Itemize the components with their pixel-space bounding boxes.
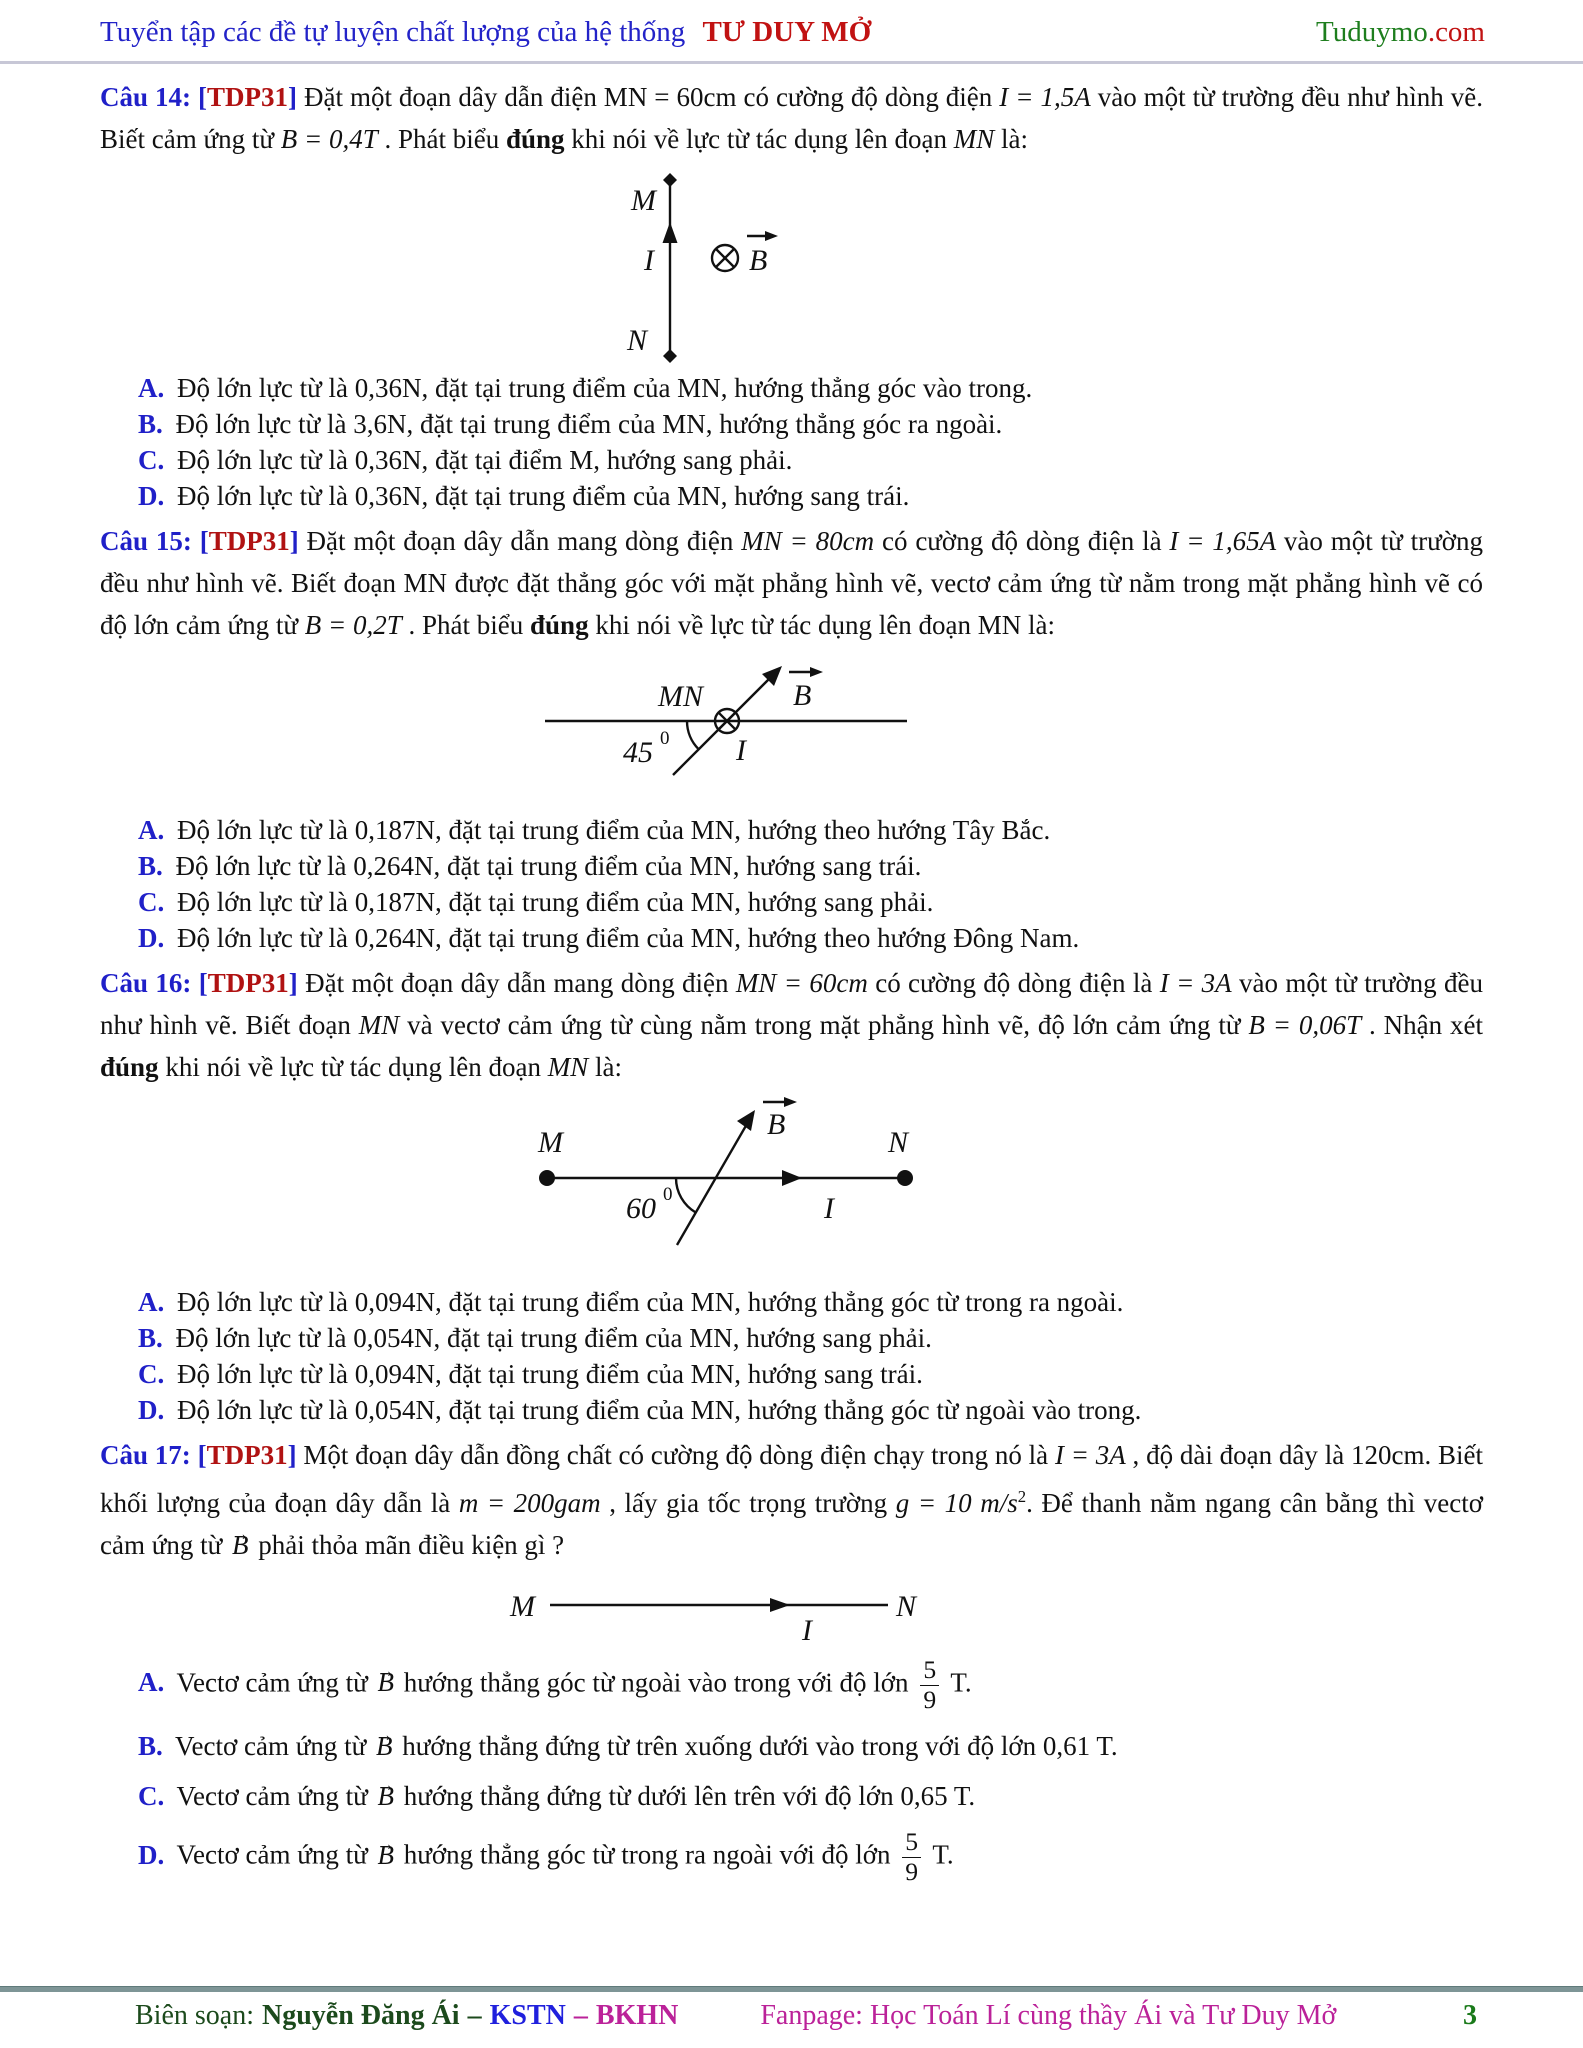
option-d [100,1828,1483,1886]
option-c [100,884,1483,920]
option-letter: B. [138,1323,163,1353]
text-segment: B = 0,06T [1248,1010,1362,1040]
current-arrowhead-up [663,222,678,243]
b-vector-overline-head [810,667,823,677]
fig14-label-m: M [631,184,656,217]
b-field-line [677,1117,751,1245]
page-header [100,16,1485,49]
fig15-label-b: B [793,679,812,712]
question-body [100,76,1483,160]
option-letter: B. [138,851,163,881]
question-body [100,1434,1483,1566]
text-segment: Đặt một đoạn dây dẫn mang dòng điện [305,968,736,998]
question-body [100,962,1483,1088]
tag-bracket-close: ] [287,1440,304,1470]
text-segment: I = 3A [1159,968,1232,998]
figure-vertical-wire [615,170,825,366]
text-segment: g = 10 m/s [895,1488,1018,1518]
byline-label: Biên soạn: [135,2000,254,2031]
text-segment: Độ lớn lực từ là 0,187N, đặt tại trung điểm của MN, hướng theo hướng Tây Bắc. [177,815,1051,845]
text-segment: khi nói về lực từ tác dụng lên đoạn MN là: [588,610,1056,640]
page-number: 3 [1463,2000,1477,2031]
b-vector-symbol: B → [375,1664,398,1700]
fig14-label-i: I [644,244,654,277]
fig15-angle-degree: 0 [660,728,670,749]
fig16-label-i: I [824,1192,834,1225]
figure-wire-45deg [530,648,950,800]
text-segment: . Phát biểu [377,124,506,154]
text-segment: là: [588,1052,622,1082]
option-letter: A. [138,1667,165,1698]
site-name: Tuduymo [1316,16,1428,48]
text-segment: I = 1,5A [999,82,1091,112]
option-letter: C. [138,1359,165,1389]
tag-bracket-open: [ [197,1440,207,1470]
option-c [100,442,1483,478]
text-segment: hướng thẳng góc từ ngoài vào trong với độ lớn [397,1667,916,1698]
text-segment: Độ lớn lực từ là 0,187N, đặt tại trung điểm của MN, hướng sang phải. [177,887,934,917]
text-segment: vào một từ trường đều như hình vẽ. Biết cảm ứng từ [100,82,1483,154]
option-a [100,370,1483,406]
fraction-denominator: 9 [905,1857,919,1887]
text-segment: Độ lớn lực từ là 0,264N, đặt tại trung điểm của MN, hướng sang trái. [175,851,922,881]
option-letter: C. [138,887,165,917]
org-bkhn: BKHN [595,2000,679,2031]
text-segment: vào một từ trường đều như hình vẽ. Biết đoạn MN được đặt thẳng góc với mặt phẳng hình vẽ, vectơ cảm ứng từ nằm trong mặt phẳng hình vẽ có độ lớn cảm ứng từ [100,526,1483,640]
text-segment: B = 0,4T [280,124,378,154]
option-letter: A. [138,373,165,403]
text-segment: . Phát biểu [401,610,531,640]
header-brand: TƯ DUY MỞ [702,16,872,48]
endpoint-diamond-bottom [663,349,677,363]
question-tag: TDP31 [208,526,290,556]
questions-container [100,76,1483,1901]
fraction [920,1656,939,1714]
figure-wrap [615,170,1483,366]
text-segment: Độ lớn lực từ là 0,264N, đặt tại trung điểm của MN, hướng theo hướng Đông Nam. [177,923,1080,953]
option-letter: D. [138,1839,165,1870]
question-16 [100,962,1483,1428]
angle-arc [687,721,699,749]
text-segment: MN [547,1052,589,1082]
option-letter: A. [138,1287,165,1317]
text-segment: T. [926,1839,954,1870]
fanpage-text: Fanpage: Học Toán Lí cùng thầy Ái và Tư Duy Mở [760,2000,1337,2031]
text-segment: . Nhận xét [1361,1010,1483,1040]
text-segment: , lấy gia tốc trọng trường [600,1488,896,1518]
footer-divider [0,1986,1583,1992]
text-segment: hướng thẳng đứng từ dưới lên trên với độ lớn 0,65 T. [397,1781,976,1812]
tag-bracket-open: [ [198,968,208,998]
text-segment: Vectơ cảm ứng từ [176,1781,375,1812]
fig15-label-i: I [736,734,746,767]
option-b [100,1728,1483,1764]
fig17-label-n: N [896,1590,917,1623]
text-segment: . Để thanh nằm ngang cân bằng thì vectơ cảm ứng từ [100,1488,1484,1560]
option-d [100,478,1483,514]
option-letter: D. [138,923,165,953]
option-letter: C. [138,445,165,475]
figure-wrap [530,1090,1483,1272]
text-segment: T. [944,1667,972,1698]
current-arrowhead-right [770,1598,790,1612]
text-segment: Đặt một đoạn dây dẫn điện MN = 60cm có cường độ dòng điện [303,82,1000,112]
fig16-angle-value: 60 [626,1192,656,1225]
question-number: Câu 17: [100,1440,198,1470]
text-segment: vào một từ trường đều như hình vẽ. Biết đoạn [100,968,1483,1040]
text-segment: Một đoạn dây dẫn đồng chất có cường độ dòng điện chạy trong nó là [303,1440,1055,1470]
text-segment: 2 [1017,1487,1027,1506]
fig14-label-n: N [627,324,648,357]
fig15-label-mn: MN [658,680,703,713]
text-segment: Vectơ cảm ứng từ [175,1731,374,1762]
text-segment: MN = 60cm [735,968,868,998]
header-left [100,16,871,49]
text-segment: I = 1,65A [1169,526,1277,556]
fig16-angle-degree: 0 [663,1184,673,1205]
option-c [100,1778,1483,1814]
question-15 [100,520,1483,956]
text-segment: Độ lớn lực từ là 0,36N, đặt tại điểm M, hướng sang phải. [177,445,793,475]
text-segment: Độ lớn lực từ là 0,36N, đặt tại trung điểm của MN, hướng sang trái. [177,481,910,511]
text-segment: MN [358,1010,400,1040]
text-segment: khi nói về lực từ tác dụng lên đoạn [564,124,954,154]
question-number: Câu 14: [100,82,198,112]
option-b [100,1320,1483,1356]
option-b [100,406,1483,442]
org-kstn: KSTN [489,2000,566,2031]
figure-wire-60deg [530,1090,950,1272]
fig15-angle-value: 45 [623,736,653,769]
footer-dash: – [467,2000,482,2031]
question-tag: TDP31 [206,1440,288,1470]
option-b [100,848,1483,884]
text-segment: đúng [505,124,565,154]
text-segment: Độ lớn lực từ là 0,054N, đặt tại trung điểm của MN, hướng sang phải. [175,1323,932,1353]
fraction-denominator: 9 [923,1684,937,1714]
b-vector-symbol: B → [375,1778,398,1814]
option-a [100,812,1483,848]
tag-bracket-open: [ [199,526,209,556]
tag-bracket-close: ] [287,82,304,112]
figure-horizontal-wire [500,1572,930,1644]
text-segment: đúng [100,1052,159,1082]
option-letter: A. [138,815,165,845]
figure-wrap [500,1572,1483,1644]
text-segment: Độ lớn lực từ là 0,094N, đặt tại trung điểm của MN, hướng thẳng góc từ trong ra ngoài. [177,1287,1124,1317]
header-site [1316,16,1485,49]
text-segment: hướng thẳng góc từ trong ra ngoài với độ lớn [397,1839,898,1870]
fig14-label-b: B [749,244,768,277]
angle-arc [676,1178,696,1213]
text-segment: là: [994,124,1028,154]
option-c [100,1356,1483,1392]
fraction-numerator: 5 [920,1656,939,1686]
text-segment: Vectơ cảm ứng từ [176,1839,375,1870]
text-segment: m = 200gam [458,1488,601,1518]
option-letter: C. [138,1781,165,1812]
fig16-label-m: M [538,1126,563,1159]
text-segment: MN = 80cm [741,526,875,556]
text-segment: hướng thẳng đứng từ trên xuống dưới vào trong với độ lớn 0,61 T. [395,1731,1118,1762]
fraction [902,1828,921,1886]
text-segment: Đặt một đoạn dây dẫn mang dòng điện [306,526,742,556]
b-vector-arrowhead [765,231,778,241]
text-segment: MN [953,124,995,154]
question-tag: TDP31 [206,82,288,112]
page-footer [135,2000,1485,2032]
text-segment: I = 3A [1054,1440,1126,1470]
text-segment: Độ lớn lực từ là 0,36N, đặt tại trung điểm của MN, hướng thẳng góc vào trong. [177,373,1033,403]
text-segment: đúng [530,610,589,640]
option-letter: D. [138,1395,165,1425]
b-vector-symbol: B → [373,1728,396,1764]
text-segment: B = 0,2T [304,610,402,640]
tag-bracket-close: ] [289,526,307,556]
option-letter: D. [138,481,165,511]
question-14 [100,76,1483,514]
text-segment: , độ dài đoạn dây là 120cm. Biết khối lượng của đoạn dây dẫn là [100,1440,1483,1518]
option-d [100,1392,1483,1428]
text-segment: phải thỏa mãn điều kiện gì ? [251,1530,565,1560]
text-segment: Độ lớn lực từ là 0,094N, đặt tại trung điểm của MN, hướng sang trái. [177,1359,923,1389]
b-vector-symbol: B → [229,1524,252,1566]
text-segment: Vectơ cảm ứng từ [176,1667,375,1698]
text-segment: Độ lớn lực từ là 3,6N, đặt tại trung điểm của MN, hướng thẳng góc ra ngoài. [175,409,1003,439]
question-tag: TDP31 [207,968,289,998]
question-body [100,520,1483,646]
fraction-numerator: 5 [902,1828,921,1858]
fig16-label-b: B [767,1108,786,1141]
option-a [100,1284,1483,1320]
question-17 [100,1434,1483,1887]
fig16-label-n: N [888,1126,909,1159]
header-title: Tuyển tập các đề tự luyện chất lượng của hệ thống [100,16,686,48]
header-divider [0,61,1583,64]
tag-bracket-close: ] [288,968,306,998]
option-d [100,920,1483,956]
text-segment: và vectơ cảm ứng từ cùng nằm trong mặt phẳng hình vẽ, độ lớn cảm ứng từ [399,1010,1249,1040]
site-tld: .com [1427,16,1485,48]
text-segment: Độ lớn lực từ là 0,054N, đặt tại trung điểm của MN, hướng thẳng góc từ ngoài vào trong. [177,1395,1142,1425]
footer-dash2: – [573,2000,588,2031]
author-name: Nguyễn Đăng Ái [262,2000,460,2031]
text-segment: khi nói về lực từ tác dụng lên đoạn [158,1052,548,1082]
b-vector-overline-head [784,1097,797,1107]
option-a [100,1656,1483,1714]
current-arrowhead-right [782,1170,802,1186]
option-letter: B. [138,1731,163,1762]
b-vector-symbol: B → [375,1837,398,1873]
text-segment: có cường độ dòng điện là [867,968,1160,998]
question-number: Câu 15: [100,526,200,556]
figure-wrap [530,648,1483,800]
question-number: Câu 16: [100,968,199,998]
tag-bracket-open: [ [197,82,207,112]
fig17-label-i: I [802,1614,812,1644]
fig17-label-m: M [510,1590,535,1623]
text-segment: có cường độ dòng điện là [874,526,1170,556]
option-letter: B. [138,409,163,439]
